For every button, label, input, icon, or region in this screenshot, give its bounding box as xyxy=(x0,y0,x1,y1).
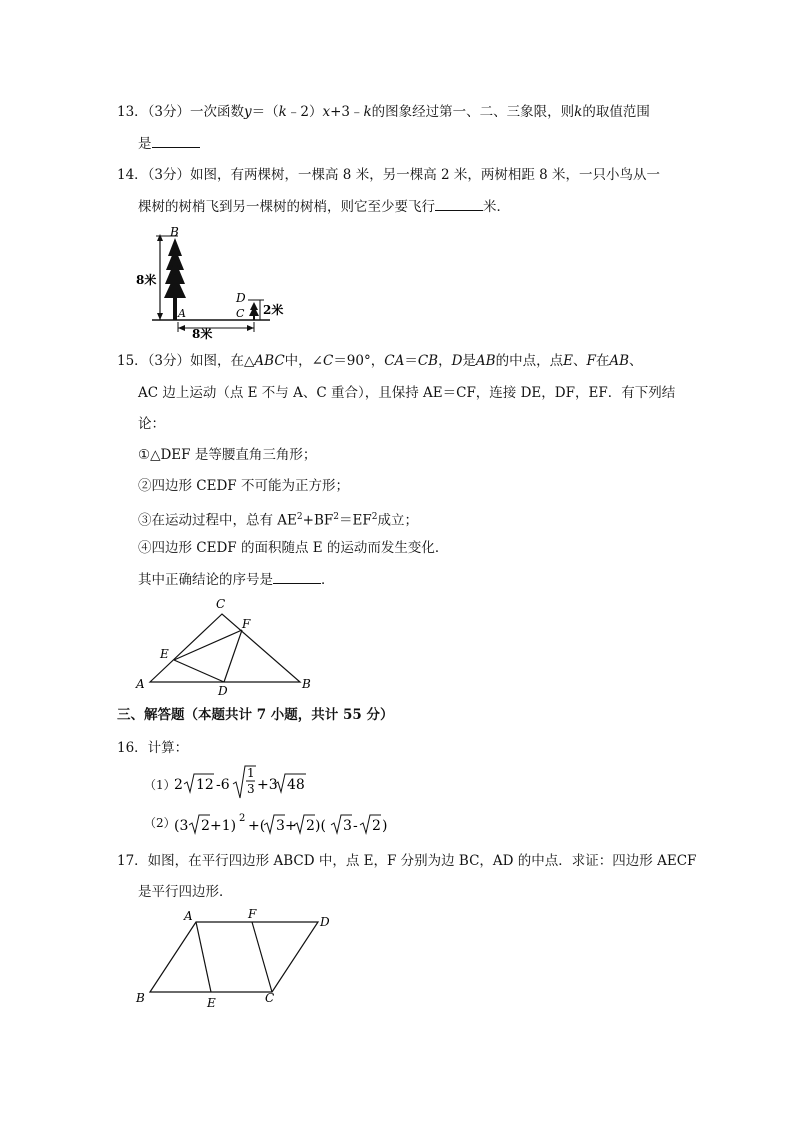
svg-text:3: 3 xyxy=(343,818,352,834)
label-D: D xyxy=(320,915,330,929)
q15-conclusion-3: ③在运动过程中，总有 $AE^2+BF^2=EF^2$成立； xyxy=(138,512,418,529)
distance-label: 8米 xyxy=(192,327,213,341)
q15-conclusion-1: ①△DEF 是等腰直角三角形； xyxy=(138,447,317,463)
label-A: A xyxy=(178,307,186,320)
q15-line3: 论： xyxy=(138,416,165,432)
short-tree-icon xyxy=(249,302,259,320)
label-F: F xyxy=(248,907,257,921)
svg-text:2: 2 xyxy=(372,818,381,834)
q15-conclusion-4: ④四边形 CEDF 的面积随点 E 的运动而发生变化． xyxy=(138,540,449,556)
answer-blank xyxy=(273,569,321,584)
svg-text:-6: -6 xyxy=(216,777,230,793)
q15-line1: 15．（3分）如图，在△ABC中，∠C＝90°，CA＝CB，D是AB的中点，点E、F在AB、 xyxy=(117,353,643,369)
svg-text:+1): +1) xyxy=(210,818,237,834)
q14-line1: 14．（3分）如图，有两棵树，一棵高 8 米，另一棵高 2 米，两树相距 8 米，一只小鸟从一 xyxy=(117,167,661,183)
height-big-label: 8米 xyxy=(136,273,157,287)
label-F: F xyxy=(242,617,251,631)
section-3-title: 三、解答题（本题共计 7 小题，共计 55 分） xyxy=(117,707,394,723)
label-E: E xyxy=(160,647,169,661)
answer-blank xyxy=(435,196,483,211)
q15-conclusion-2: ②四边形 CEDF 不可能为正方形； xyxy=(138,478,349,494)
label-B: B xyxy=(302,677,311,691)
svg-text:2: 2 xyxy=(306,818,315,834)
q14-line2: 棵树的树梢飞到另一棵树的树梢，则它至少要飞行 米． xyxy=(138,196,510,217)
svg-text:2: 2 xyxy=(201,818,210,834)
q16-part1-expression xyxy=(172,762,312,802)
svg-text:2: 2 xyxy=(174,777,183,793)
svg-text:+: + xyxy=(285,818,297,834)
q16-part2-expression xyxy=(172,808,402,838)
q13-line1: 13．（3分）一次函数y＝（k﹣2）x+3﹣k的图象经过第一、二、三象限，则k的取值范围 xyxy=(117,104,650,120)
svg-text:)(: )( xyxy=(315,818,326,834)
svg-text:2: 2 xyxy=(239,813,246,824)
svg-text:12: 12 xyxy=(196,777,214,793)
q17-parallelogram-figure xyxy=(130,904,350,1014)
svg-text:(3: (3 xyxy=(174,818,189,834)
label-A: A xyxy=(184,909,193,923)
height-small-label: 2米 xyxy=(263,303,284,317)
svg-text:3: 3 xyxy=(276,818,285,834)
label-C: C xyxy=(265,991,275,1005)
label-E: E xyxy=(207,996,216,1010)
q15-ask: 其中正确结论的序号是 ． xyxy=(138,569,335,590)
svg-text:1: 1 xyxy=(247,766,255,780)
label-C: C xyxy=(216,597,226,611)
q13-line2: 是 xyxy=(138,133,200,154)
q17-line2: 是平行四边形． xyxy=(138,884,233,900)
svg-text:48: 48 xyxy=(287,777,305,793)
q17-line1: 17．如图，在平行四边形 ABCD 中，点 E，F 分别为边 BC，AD 的中点．求证：四边形 AECF xyxy=(117,853,697,869)
label-C: C xyxy=(236,307,245,320)
label-D: D xyxy=(236,291,246,305)
svg-text:+(: +( xyxy=(248,818,266,834)
q15-line2: AC 边上运动（点 E 不与 A、C 重合），且保持 AE＝CF，连接 DE，DF，EF．有下列结 xyxy=(138,385,676,401)
label-B: B xyxy=(136,991,145,1005)
svg-text:-: - xyxy=(353,818,358,834)
label-D: D xyxy=(218,684,228,698)
q16-part1: （1） xyxy=(144,778,176,792)
q16-title: 16．计算： xyxy=(117,740,189,756)
label-A: A xyxy=(136,677,145,691)
label-B: B xyxy=(170,225,179,239)
svg-text:+3: +3 xyxy=(257,777,278,793)
q15-triangle-figure xyxy=(130,594,330,700)
svg-text:3: 3 xyxy=(247,782,255,796)
q14-tree-figure xyxy=(130,222,290,342)
q16-part2: （2） xyxy=(144,816,176,830)
answer-blank xyxy=(152,133,200,148)
svg-text:): ) xyxy=(382,818,388,834)
